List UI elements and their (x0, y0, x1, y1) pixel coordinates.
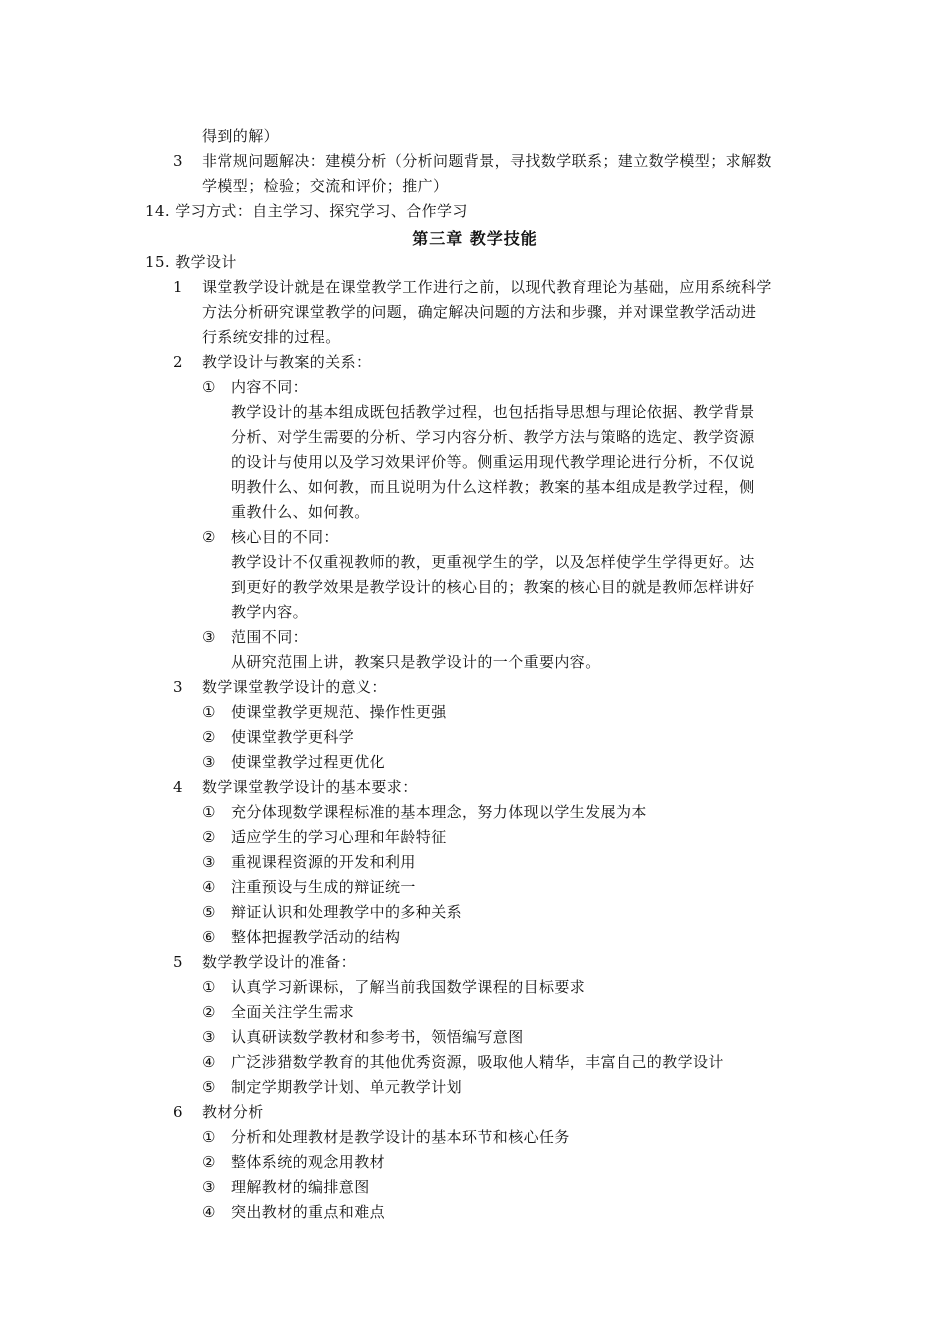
text-line: 行系统安排的过程。 (202, 328, 341, 346)
item-number: 2 (173, 353, 183, 371)
text-line: 教学设计不仅重视教师的教，更重视学生的学，以及怎样使学生学得更好。达 (231, 553, 755, 571)
text-line: 教学设计与教案的关系： (202, 353, 372, 371)
circled-number: ② (202, 1153, 216, 1171)
text-line: 分析、对学生需要的分析、学习内容分析、教学方法与策略的选定、教学资源 (231, 428, 755, 446)
text-line: 适应学生的学习心理和年龄特征 (231, 828, 447, 846)
circled-number: ③ (202, 1178, 216, 1196)
circled-number: ① (202, 803, 216, 821)
circled-number: ④ (202, 1053, 216, 1071)
text-line: 认真学习新课标，了解当前我国数学课程的目标要求 (231, 978, 586, 996)
text-line: 理解教材的编排意图 (231, 1178, 370, 1196)
text-line: 辩证认识和处理教学中的多种关系 (231, 903, 463, 921)
text-line: 教学设计的基本组成既包括教学过程，也包括指导思想与理论依据、教学背景 (231, 403, 755, 421)
text-line: 明教什么、如何教，而且说明为什么这样教；教案的基本组成是教学过程，侧 (231, 478, 755, 496)
circled-number: ④ (202, 1203, 216, 1221)
item-number: 1 (173, 278, 183, 296)
text-line: 认真研读数学教材和参考书，领悟编写意图 (231, 1028, 524, 1046)
item-number: 4 (173, 778, 183, 796)
text-line: 的设计与使用以及学习效果评价等。侧重运用现代教学理论进行分析，不仅说 (231, 453, 755, 471)
chapter-title: 第三章 教学技能 (412, 229, 538, 248)
text-line: 整体把握教学活动的结构 (231, 928, 401, 946)
circled-number: ② (202, 828, 216, 846)
item-number: 3 (173, 678, 183, 696)
circled-number: ⑤ (202, 903, 216, 921)
text-line: 使课堂教学过程更优化 (231, 753, 386, 771)
text-line: 制定学期教学计划、单元教学计划 (231, 1078, 463, 1096)
circled-number: ③ (202, 628, 216, 646)
text-line: 重视课程资源的开发和利用 (231, 853, 416, 871)
circled-number: ④ (202, 878, 216, 896)
circled-number: ② (202, 528, 216, 546)
text-line: 使课堂教学更规范、操作性更强 (231, 703, 447, 721)
text-line: 学模型；检验；交流和评价；推广） (202, 177, 449, 195)
text-line: 教材分析 (202, 1103, 264, 1121)
text-line: 数学课堂教学设计的基本要求： (202, 778, 418, 796)
circled-number: ⑥ (202, 928, 216, 946)
text-line: 内容不同： (231, 378, 309, 396)
text-line: 范围不同： (231, 628, 309, 646)
text-line: 教学内容。 (231, 603, 309, 621)
circled-number: ① (202, 703, 216, 721)
text-line: 广泛涉猎数学教育的其他优秀资源，吸取他人精华，丰富自己的教学设计 (231, 1053, 724, 1071)
text-line: 数学课堂教学设计的意义： (202, 678, 387, 696)
text-line: 全面关注学生需求 (231, 1003, 355, 1021)
text-line: 得到的解） (202, 127, 280, 145)
text-line: 到更好的教学效果是教学设计的核心目的；教案的核心目的就是教师怎样讲好 (231, 578, 755, 596)
text-line: 非常规问题解决：建模分析（分析问题背景，寻找数学联系；建立数学模型；求解数 (202, 152, 772, 170)
text-line: 突出教材的重点和难点 (231, 1203, 386, 1221)
text-line: 方法分析研究课堂教学的问题，确定解决问题的方法和步骤，并对课堂教学活动进 (202, 303, 757, 321)
item-number: 3 (173, 152, 183, 170)
text-line: 从研究范围上讲，教案只是教学设计的一个重要内容。 (231, 653, 601, 671)
circled-number: ③ (202, 753, 216, 771)
text-line: 整体系统的观念用教材 (231, 1153, 386, 1171)
item-number: 5 (173, 953, 183, 971)
section-heading-15: 15. 教学设计 (145, 253, 237, 271)
text-line: 课堂教学设计就是在课堂教学工作进行之前，以现代教育理论为基础，应用系统科学 (202, 278, 772, 296)
circled-number: ③ (202, 853, 216, 871)
circled-number: ① (202, 378, 216, 396)
circled-number: ③ (202, 1028, 216, 1046)
circled-number: ② (202, 1003, 216, 1021)
text-line: 使课堂教学更科学 (231, 728, 355, 746)
text-line: 重教什么、如何教。 (231, 503, 370, 521)
text-line: 数学教学设计的准备： (202, 953, 357, 971)
circled-number: ① (202, 1128, 216, 1146)
text-line: 充分体现数学课程标准的基本理念，努力体现以学生发展为本 (231, 803, 647, 821)
text-line: 分析和处理教材是教学设计的基本环节和核心任务 (231, 1128, 570, 1146)
circled-number: ① (202, 978, 216, 996)
text-line: 核心目的不同： (231, 528, 339, 546)
circled-number: ⑤ (202, 1078, 216, 1096)
item-number: 6 (173, 1103, 183, 1121)
text-line: 注重预设与生成的辩证统一 (231, 878, 416, 896)
circled-number: ② (202, 728, 216, 746)
section-heading-14: 14. 学习方式：自主学习、探究学习、合作学习 (145, 202, 468, 220)
